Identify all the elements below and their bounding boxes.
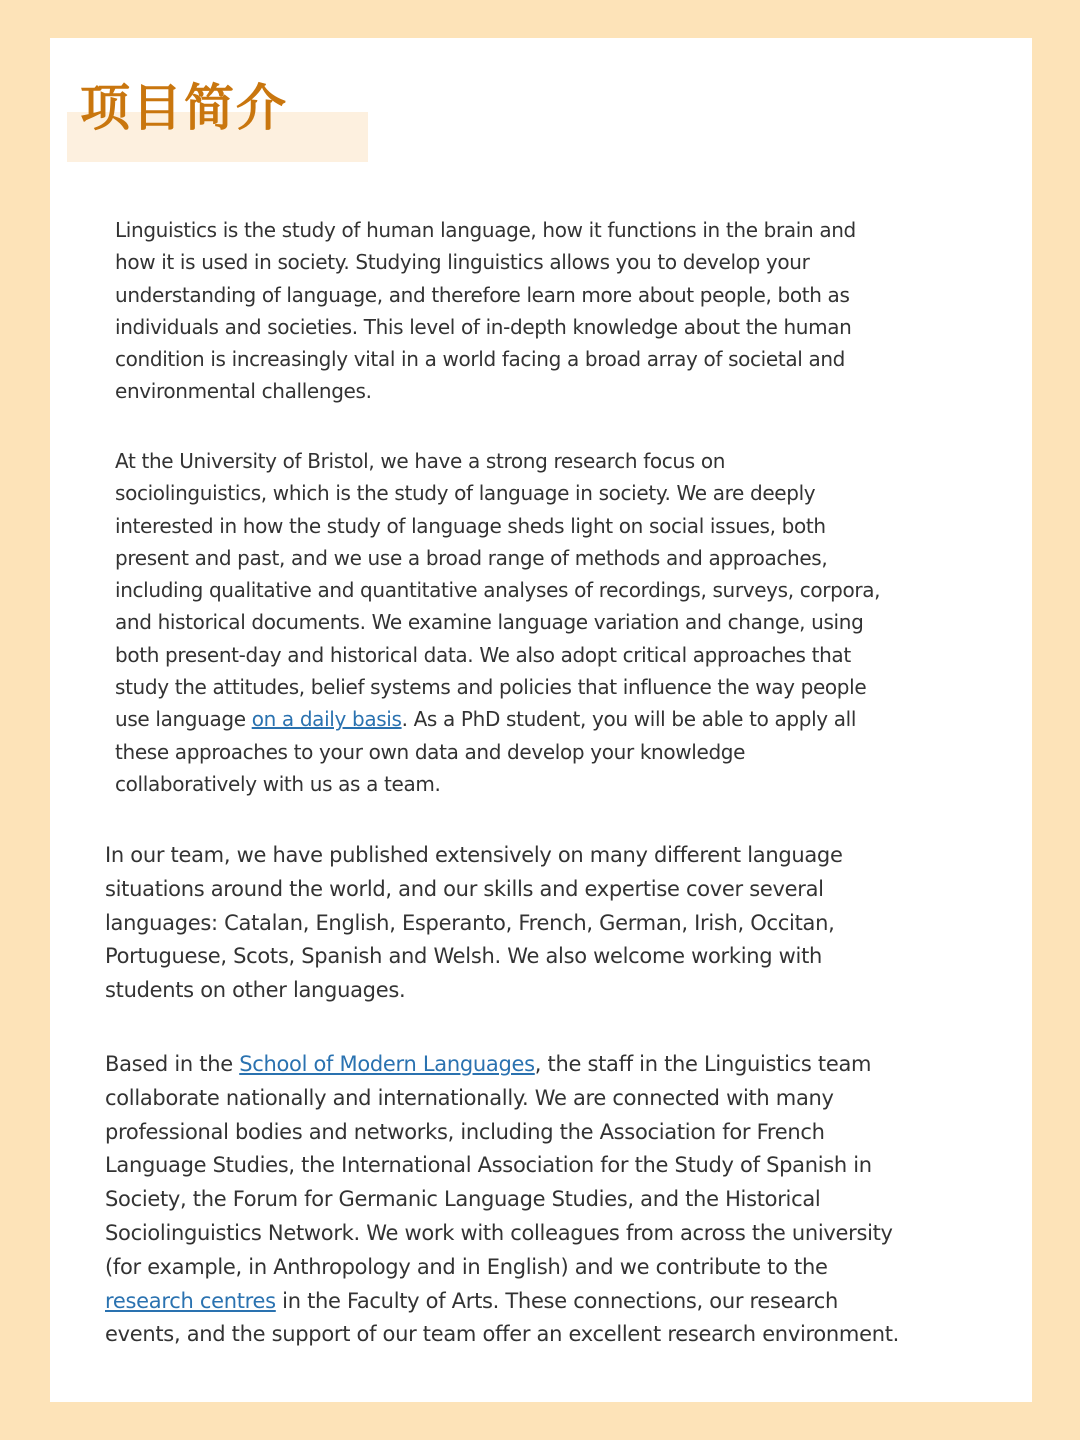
text-line-with-link [105,1048,899,1082]
text-line: both present-day and historical data. We also adopt critical approaches that [115,642,851,667]
text-line: At the University of Bristol, we have a strong research focus on [115,449,726,473]
text-line: these approaches to your own data and develop your knowledge [115,739,746,764]
paragraph-research-focus [115,445,880,800]
school-of-modern-languages-link[interactable]: School of Modern Languages [239,1052,535,1076]
text-line-with-link [105,1285,899,1319]
text-line: Linguistics is the study of human language, how it functions in the brain and [115,218,856,242]
text-line: how it is used in society. Studying linguistics allows you to develop your [115,250,810,275]
text-line: environmental challenges. [115,379,372,404]
text-line: professional bodies and networks, including the Association for French [105,1119,825,1144]
text-segment: . As a PhD student, you will be able to apply all [401,707,857,732]
paragraph-collaboration [105,1048,899,1352]
text-line: languages: Catalan, English, Esperanto, French, German, Irish, Occitan, [105,910,835,935]
text-line: Language Studies, the International Association for the Study of Spanish in [105,1153,872,1178]
text-line: condition is increasingly vital in a world facing a broad array of societal and [115,347,846,372]
research-centres-link[interactable]: research centres [105,1288,276,1313]
text-line: including qualitative and quantitative analyses of recordings, surveys, corpora, [115,578,881,603]
paragraph-intro [115,214,856,408]
text-line: situations around the world, and our skills and expertise cover several [105,876,824,901]
text-line: study the attitudes, belief systems and policies that influence the way people [115,675,867,700]
daily-basis-link[interactable]: on a daily basis [251,707,402,732]
text-line: Sociolinguistics Network. We work with colleagues from across the university [105,1220,893,1245]
text-line: present and past, and we use a broad range of methods and approaches, [115,545,828,570]
paragraph-languages [105,839,843,1008]
text-line: and historical documents. We examine language variation and change, using [115,610,864,635]
text-segment: , the staff in the Linguistics team [534,1052,872,1076]
text-line: Society, the Forum for Germanic Language Studies, and the Historical [105,1187,821,1212]
text-line: events, and the support of our team offer an excellent research environment. [105,1322,900,1347]
text-line: sociolinguistics, which is the study of language in society. We are deeply [115,481,816,506]
text-segment: in the Faculty of Arts. These connections, our research [275,1288,839,1313]
text-line-with-link [115,703,880,735]
text-line: collaboratively with us as a team. [115,771,441,796]
text-line: students on other languages. [105,978,406,1003]
text-segment: use language [115,707,252,732]
text-line: collaborate nationally and internationally. We are connected with many [105,1085,834,1110]
text-line: In our team, we have published extensively on many different language [105,843,843,867]
page-title: 项目简介 [80,79,288,137]
text-line: interested in how the study of language sheds light on social issues, both [115,513,826,538]
text-line: (for example, in Anthropology and in English) and we contribute to the [105,1254,828,1279]
text-line: individuals and societies. This level of in-depth knowledge about the human [115,314,852,339]
text-segment: Based in the [105,1052,240,1076]
content-card [50,38,1032,1402]
text-line: understanding of language, and therefore learn more about people, both as [115,282,850,307]
text-line: Portuguese, Scots, Spanish and Welsh. We also welcome working with [105,944,823,969]
